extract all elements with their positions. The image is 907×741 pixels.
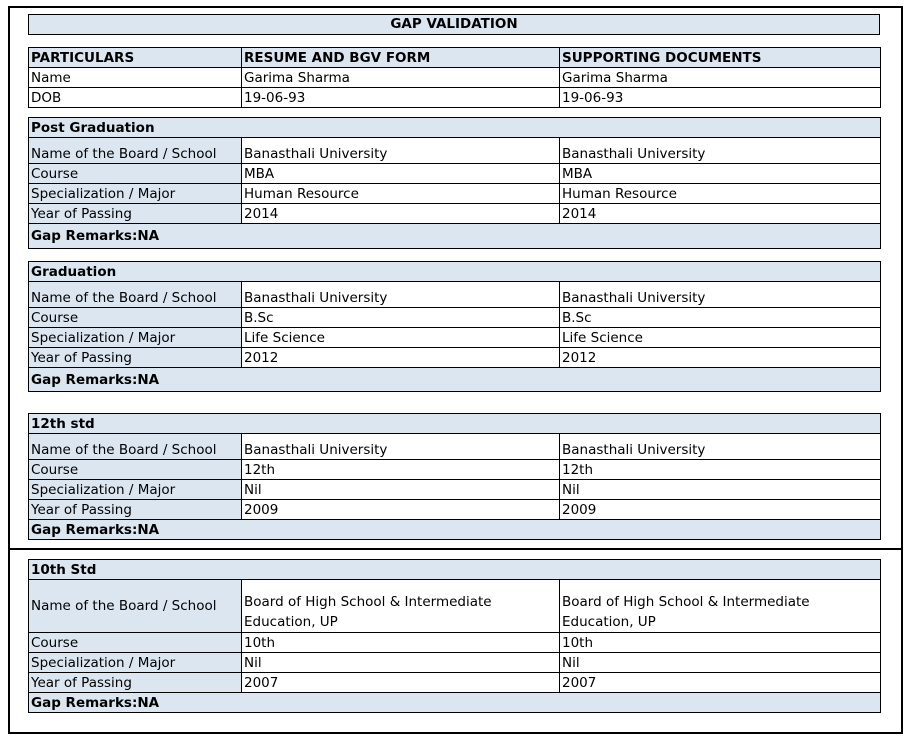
- table-row: [29, 460, 881, 480]
- supporting-value: Banasthali University: [560, 434, 881, 460]
- resume-value: Garima Sharma: [242, 68, 560, 88]
- table-row: [29, 673, 881, 693]
- row-label: Name of the Board / School: [29, 434, 242, 460]
- section-header-row: [29, 414, 881, 434]
- table-header-row: [29, 48, 881, 68]
- supporting-value: MBA: [560, 164, 881, 184]
- supporting-value: Garima Sharma: [560, 68, 881, 88]
- section-header-row: [29, 118, 881, 138]
- section-post-graduation: [28, 117, 881, 249]
- section-10th-std: [28, 559, 881, 713]
- row-label: Name of the Board / School: [29, 282, 242, 308]
- remarks-row: [29, 224, 881, 249]
- resume-value: Banasthali University: [242, 434, 560, 460]
- row-label: Specialization / Major: [29, 328, 242, 348]
- resume-value: Banasthali University: [242, 282, 560, 308]
- row-label: Year of Passing: [29, 500, 242, 520]
- supporting-value: 12th: [560, 460, 881, 480]
- resume-value: 2007: [242, 673, 560, 693]
- gap-remarks: Gap Remarks:NA: [29, 693, 881, 713]
- row-label: Course: [29, 164, 242, 184]
- row-label: Name: [29, 68, 242, 88]
- section-12th-std: [28, 413, 881, 540]
- row-label: Specialization / Major: [29, 653, 242, 673]
- resume-value: B.Sc: [242, 308, 560, 328]
- table-row: [29, 308, 881, 328]
- section-title: Post Graduation: [29, 118, 881, 138]
- gap-remarks: Gap Remarks:NA: [29, 224, 881, 249]
- row-label: Specialization / Major: [29, 480, 242, 500]
- resume-value: 12th: [242, 460, 560, 480]
- table-row: [29, 328, 881, 348]
- row-label: Course: [29, 308, 242, 328]
- supporting-value: Nil: [560, 653, 881, 673]
- table-row: [29, 282, 881, 308]
- supporting-value: Banasthali University: [560, 138, 881, 164]
- header-particulars: PARTICULARS: [29, 48, 242, 68]
- supporting-value: Banasthali University: [560, 282, 881, 308]
- section-graduation: [28, 261, 881, 392]
- table-row: [29, 580, 881, 633]
- table-row: [29, 164, 881, 184]
- page-title: GAP VALIDATION: [28, 14, 880, 35]
- row-label: Year of Passing: [29, 673, 242, 693]
- resume-value: Board of High School & Intermediate Education, UP: [242, 580, 560, 633]
- resume-value: Life Science: [242, 328, 560, 348]
- section-header-row: [29, 560, 881, 580]
- supporting-value: B.Sc: [560, 308, 881, 328]
- supporting-value: Life Science: [560, 328, 881, 348]
- supporting-value: 2009: [560, 500, 881, 520]
- section-title: 10th Std: [29, 560, 881, 580]
- supporting-value: 2007: [560, 673, 881, 693]
- table-row: [29, 633, 881, 653]
- row-label: Course: [29, 460, 242, 480]
- resume-value: 19-06-93: [242, 88, 560, 108]
- table-row: [29, 653, 881, 673]
- table-row: [29, 500, 881, 520]
- resume-value: MBA: [242, 164, 560, 184]
- resume-value: 2009: [242, 500, 560, 520]
- supporting-value: Human Resource: [560, 184, 881, 204]
- resume-value: Human Resource: [242, 184, 560, 204]
- remarks-row: [29, 693, 881, 713]
- row-label: Specialization / Major: [29, 184, 242, 204]
- header-supporting: SUPPORTING DOCUMENTS: [560, 48, 881, 68]
- remarks-row: [29, 368, 881, 392]
- supporting-value: Nil: [560, 480, 881, 500]
- gap-remarks: Gap Remarks:NA: [29, 368, 881, 392]
- header-resume: RESUME AND BGV FORM: [242, 48, 560, 68]
- table-row: [29, 348, 881, 368]
- row-label: Year of Passing: [29, 204, 242, 224]
- table-row: [29, 68, 881, 88]
- row-label: Name of the Board / School: [29, 138, 242, 164]
- resume-value: 2012: [242, 348, 560, 368]
- resume-value: 10th: [242, 633, 560, 653]
- resume-value: Banasthali University: [242, 138, 560, 164]
- table-row: [29, 480, 881, 500]
- supporting-value: 2012: [560, 348, 881, 368]
- resume-value: Nil: [242, 480, 560, 500]
- row-label: Course: [29, 633, 242, 653]
- table-row: [29, 138, 881, 164]
- section-title: Graduation: [29, 262, 881, 282]
- supporting-value: 2014: [560, 204, 881, 224]
- row-label: Name of the Board / School: [29, 580, 242, 633]
- supporting-value: Board of High School & Intermediate Education, UP: [560, 580, 881, 633]
- table-row: [29, 204, 881, 224]
- table-row: [29, 434, 881, 460]
- resume-value: Nil: [242, 653, 560, 673]
- personal-table: [28, 47, 881, 108]
- remarks-row: [29, 520, 881, 540]
- table-row: [29, 88, 881, 108]
- row-label: DOB: [29, 88, 242, 108]
- section-title: 12th std: [29, 414, 881, 434]
- gap-remarks: Gap Remarks:NA: [29, 520, 881, 540]
- resume-value: 2014: [242, 204, 560, 224]
- supporting-value: 10th: [560, 633, 881, 653]
- row-label: Year of Passing: [29, 348, 242, 368]
- section-header-row: [29, 262, 881, 282]
- supporting-value: 19-06-93: [560, 88, 881, 108]
- table-row: [29, 184, 881, 204]
